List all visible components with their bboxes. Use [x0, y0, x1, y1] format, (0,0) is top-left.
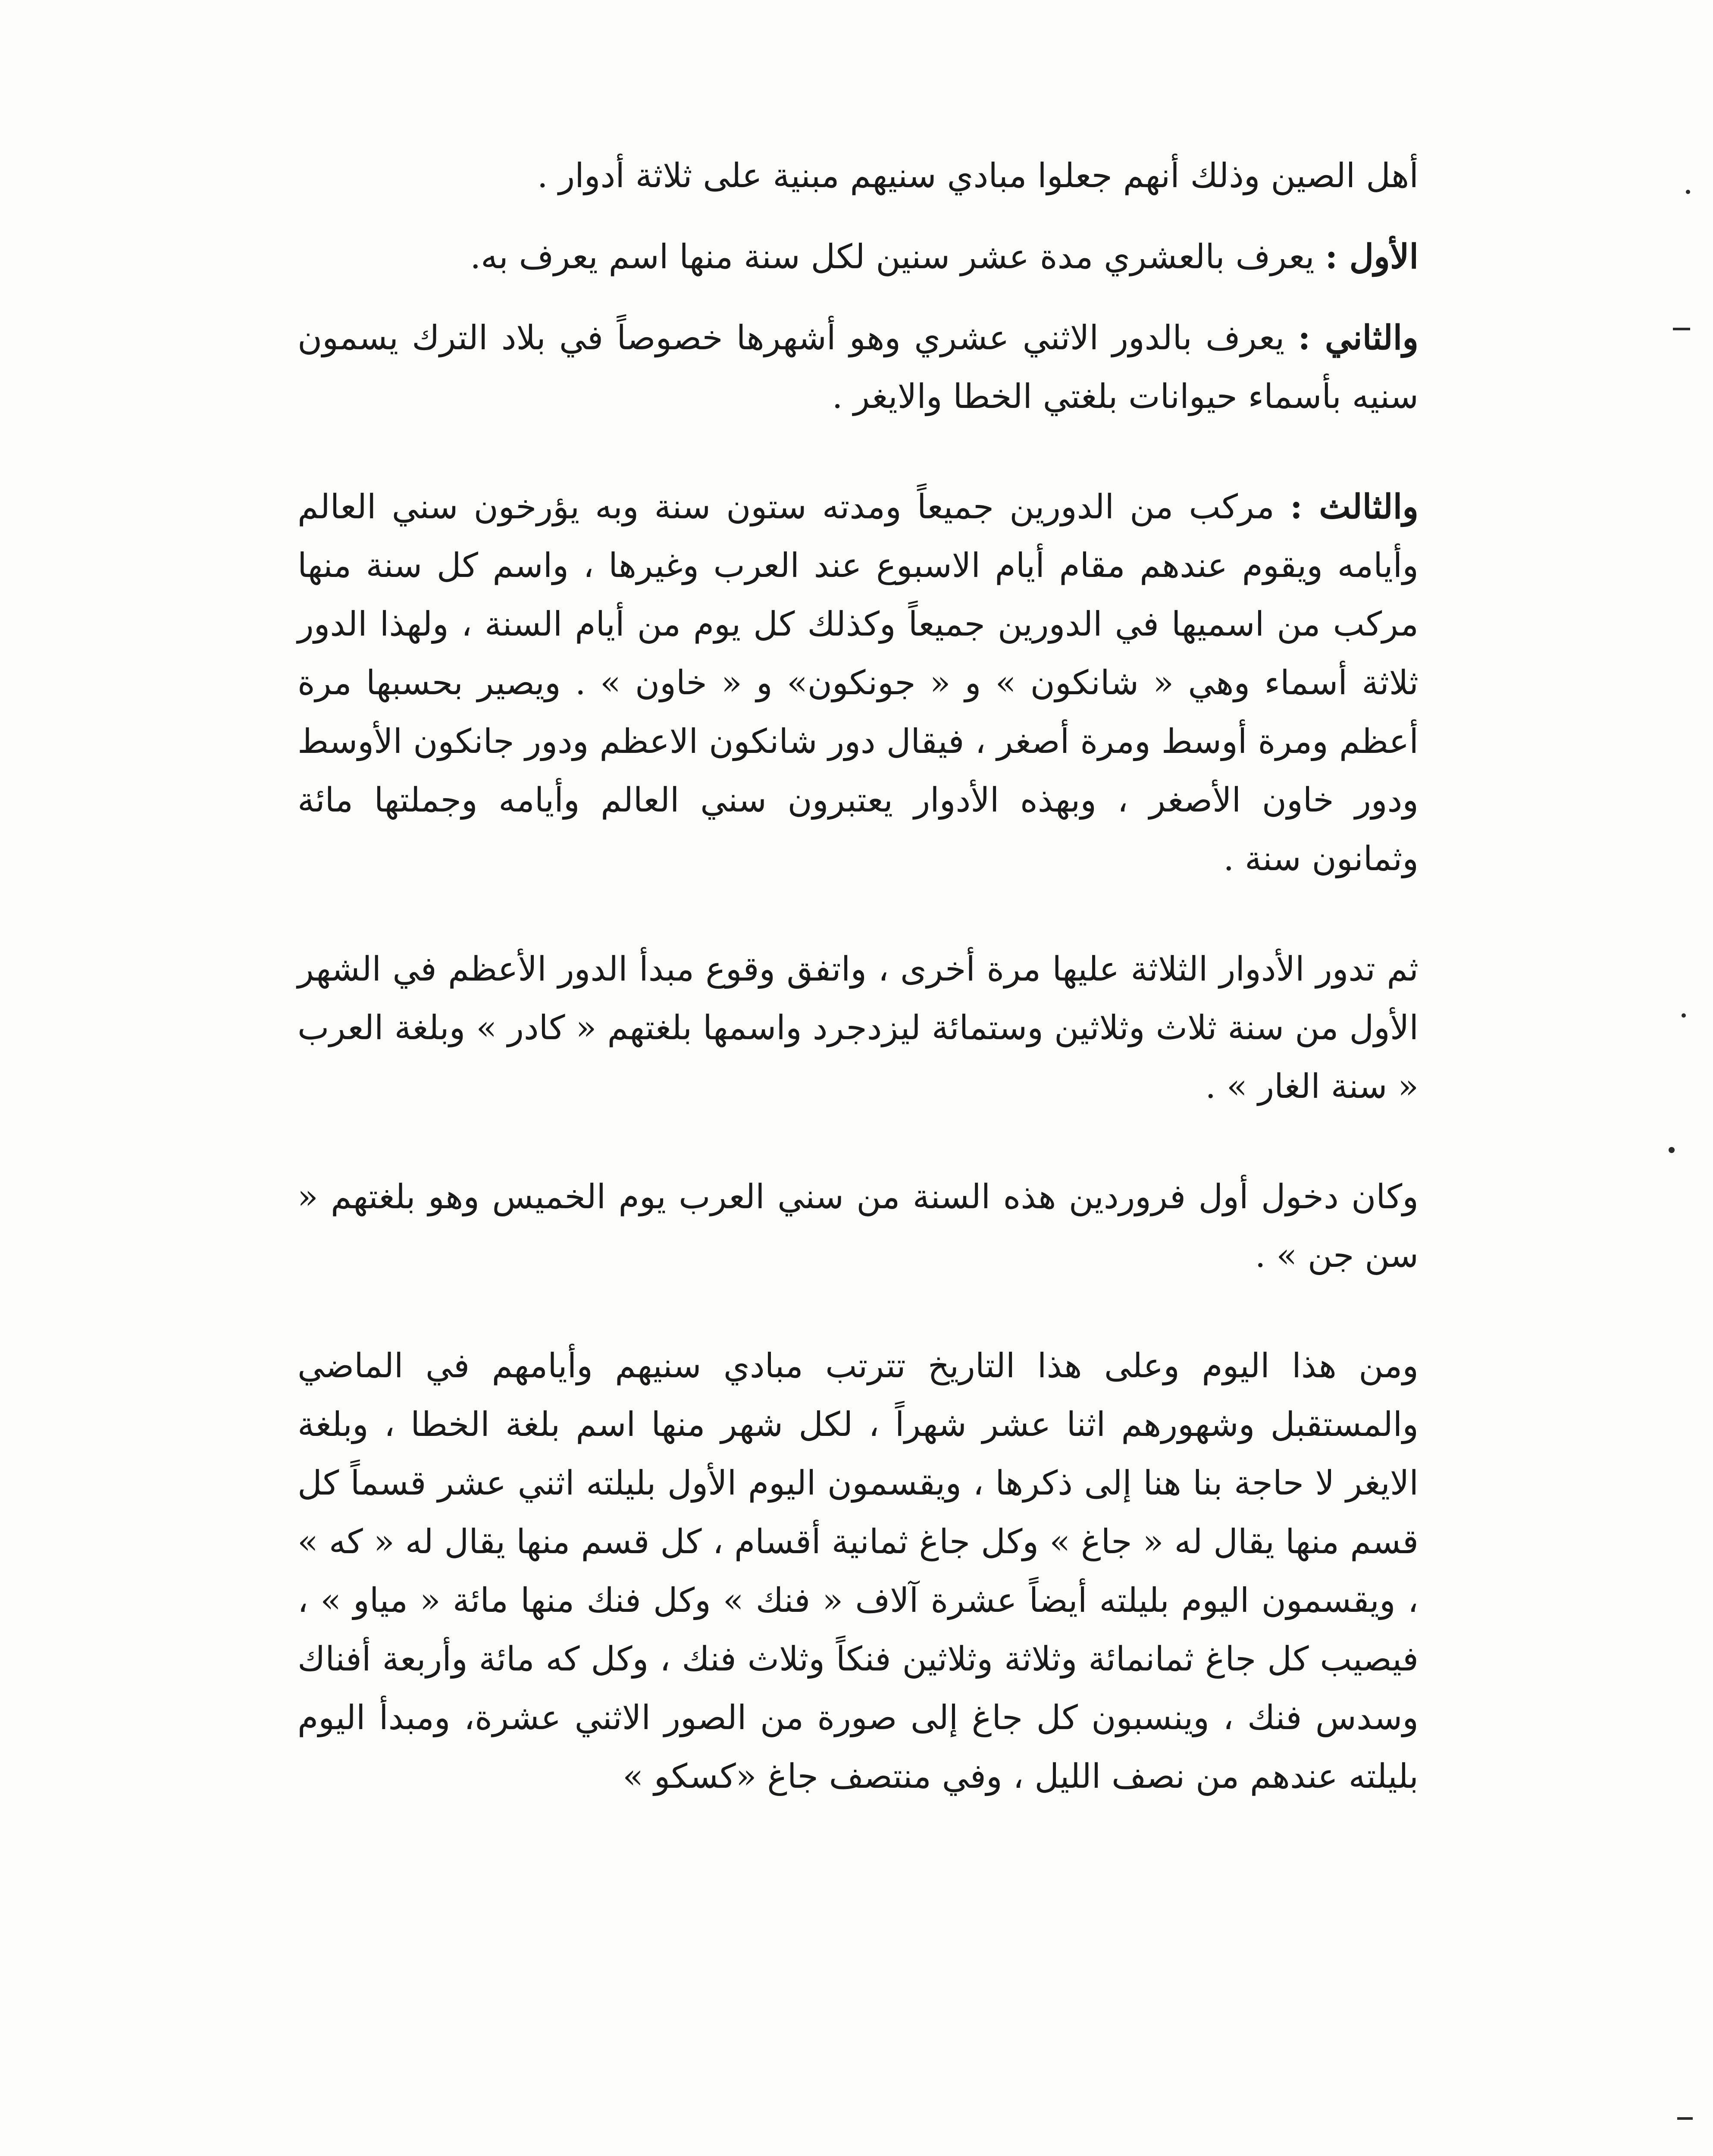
paragraph-third-cycle-text: مركب من الدورين جميعاً ومدته ستون سنة وبه يؤرخون سني العالم وأيامه ويقوم عندهم مقام أيام الاسبوع عند العرب وغيرها ، واسم كل سنة منها مركب من اسميها في الدورين جميعاً وكذلك كل يوم من أيام السنة ، ولهذا الدور ثلاثة أسماء وهي « شانكون » و « جونكون» و « خاون » . ويصير بحسبها مرة أعظم ومرة أوسط ومرة أصغر ، فيقال دور شانكون الاعظم ودور جانكون الأوسط ودور خاون الأصغر ، وبهذه الأدوار يعتبرون سني العالم وأيامه وجملتها مائة وثمانون سنة .: [298, 488, 1419, 878]
paragraph-first-cycle-lead: الأول :: [1325, 237, 1419, 276]
paragraph-first-cycle-text: يعرف بالعشري مدة عشر سنين لكل سنة منها اسم يعرف به.: [470, 238, 1325, 276]
paragraph-day-divisions: [298, 1337, 1419, 1806]
paragraph-second-cycle: [298, 309, 1419, 426]
paragraph-1-text: أهل الصين وذلك أنهم جعلوا مبادي سنيهم مبنية على ثلاثة أدوار .: [537, 157, 1419, 195]
paragraph-third-cycle-lead: والثالث :: [1290, 487, 1419, 526]
paragraph-day-divisions-text: ومن هذا اليوم وعلى هذا التاريخ تترتب مبادي سنيهم وأيامهم في الماضي والمستقبل وشهورهم اثنا عشر شهراً ، لكل شهر منها اسم بلغة الخطا ، وبلغة الايغر لا حاجة بنا هنا إلى ذكرها ، ويقسمون اليوم الأول بليلته اثني عشر قسماً كل قسم منها يقال له « جاغ » وكل جاغ ثمانية أقسام ، كل قسم منها يقال له « كه » ، ويقسمون اليوم بليلته أيضاً عشرة آلاف « فنك » وكل فنك منها مائة « مياو » ، فيصيب كل جاغ ثمانمائة وثلاثة وثلاثين فنكاً وثلاث فنك ، وكل كه مائة وأربعة أفناك وسدس فنك ، وينسبون كل جاغ إلى صورة من الصور الاثني عشرة، ومبدأ اليوم بليلته عندهم من نصف الليل ، وفي منتصف جاغ «كسكو »: [298, 1347, 1419, 1796]
paragraph-second-cycle-text: يعرف بالدور الاثني عشري وهو أشهرها خصوصاً في بلاد الترك يسمون سنيه بأسماء حيوانات بلغتي الخطا والايغر .: [298, 319, 1419, 416]
margin-speck: [1673, 328, 1690, 330]
paragraph-farvardin: [298, 1168, 1419, 1285]
paragraph-cycle-repeat: [298, 940, 1419, 1116]
paragraph-third-cycle: [298, 478, 1419, 888]
paragraph-first-cycle: [298, 228, 1419, 286]
paragraph-farvardin-text: وكان دخول أول فروردين هذه السنة من سني العرب يوم الخميس وهو بلغتهم « سن جن » .: [298, 1178, 1419, 1275]
paragraph-cycle-repeat-text: ثم تدور الأدوار الثلاثة عليها مرة أخرى ، واتفق وقوع مبدأ الدور الأعظم في الشهر الأول من سنة ثلاث وثلاثين وستمائة ليزدجرد واسمها بلغتهم « كادر » وبلغة العرب « سنة الغار » .: [298, 950, 1419, 1106]
margin-speck: [1677, 2117, 1693, 2120]
paragraph-second-cycle-lead: والثاني :: [1298, 318, 1419, 357]
margin-speck: [1682, 1013, 1686, 1018]
margin-speck: [1669, 1147, 1675, 1153]
paragraph-1: [298, 147, 1419, 205]
margin-speck: [1686, 190, 1690, 194]
page-body: [298, 147, 1419, 1806]
